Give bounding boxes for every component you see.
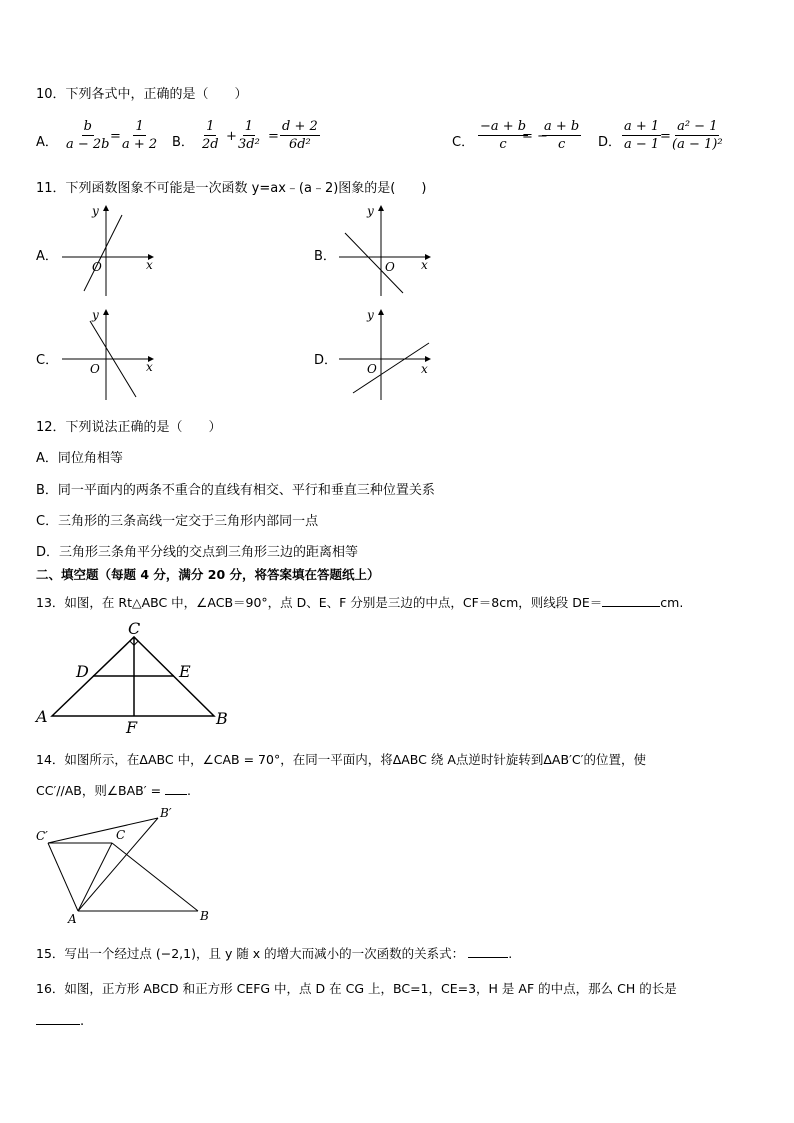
- x-label: x: [421, 258, 428, 272]
- origin-label: O: [92, 260, 102, 274]
- label-e: E: [179, 662, 191, 681]
- label-b-prime: B′: [160, 806, 172, 820]
- q16-answer-line: [36, 1012, 84, 1029]
- denominator: c: [557, 137, 566, 152]
- y-arrow-icon: [103, 309, 109, 315]
- segment-c1b1: [48, 818, 158, 843]
- y-arrow-icon: [378, 205, 384, 211]
- denominator: a − 2b: [66, 137, 110, 152]
- q11-graph-c: [56, 307, 156, 402]
- denominator: a − 1: [624, 137, 660, 152]
- q14-figure: [30, 806, 220, 926]
- fraction: [280, 118, 320, 153]
- q12-option-b: B．同一平面内的两条不重合的直线有相交、平行和垂直三种位置关系: [36, 483, 435, 498]
- segment-ac1: [48, 843, 78, 911]
- y-label: y: [367, 204, 374, 218]
- function-line: [84, 215, 122, 291]
- numerator: 1: [244, 119, 254, 134]
- q12-option-c: C．三角形的三条高线一定交于三角形内部同一点: [36, 514, 319, 529]
- q14-stem: CC′//AB，则∠BAB′ =: [36, 783, 162, 798]
- q12-option-d: D．三角形三条角平分线的交点到三角形三边的距离相等: [36, 545, 359, 560]
- option-label: B．: [172, 135, 194, 150]
- q14-end: .: [187, 783, 192, 798]
- numerator: b: [83, 119, 92, 134]
- option-label: C．: [452, 135, 475, 150]
- denominator: c: [499, 137, 507, 152]
- denominator: 2d: [202, 137, 219, 152]
- origin-label: O: [385, 260, 395, 274]
- fraction: [478, 118, 528, 153]
- label-b: B: [216, 709, 228, 728]
- fraction: [236, 118, 262, 153]
- answer-blank[interactable]: [165, 782, 187, 795]
- y-label: y: [92, 308, 99, 322]
- denominator: (a − 1)²: [672, 137, 723, 152]
- label-d: D: [76, 662, 89, 681]
- q15-text: [36, 944, 512, 962]
- plus-sign: +: [226, 129, 237, 144]
- label-f: F: [126, 718, 138, 737]
- q13-unit: cm.: [660, 595, 684, 610]
- denominator: a + 2: [122, 137, 158, 152]
- label-c-prime: C′: [36, 829, 48, 843]
- fraction: [670, 118, 725, 153]
- q11-stem: 11．下列函数图象不可能是一次函数 y=ax﹣(a﹣2)图象的是( ): [36, 181, 427, 196]
- q11-option-d-label: D．: [314, 353, 338, 368]
- origin-label: O: [90, 362, 100, 376]
- equals-sign: =: [660, 129, 671, 144]
- x-label: x: [421, 362, 428, 376]
- q11-graph-a: [56, 203, 156, 298]
- y-arrow-icon: [378, 309, 384, 315]
- y-label: y: [367, 308, 374, 322]
- equals-sign: = −: [522, 129, 548, 144]
- x-label: x: [146, 258, 153, 272]
- answer-blank[interactable]: [602, 594, 660, 607]
- answer-blank[interactable]: [36, 1012, 80, 1025]
- answer-blank[interactable]: [468, 945, 508, 958]
- y-arrow-icon: [103, 205, 109, 211]
- denominator: 6d²: [288, 137, 311, 152]
- fraction: [542, 118, 581, 153]
- x-label: x: [146, 360, 153, 374]
- numerator: a² − 1: [677, 119, 718, 134]
- label-a: A: [36, 707, 48, 726]
- equals-sign: =: [268, 129, 279, 144]
- equals-sign: =: [110, 129, 121, 144]
- q11-option-a-label: A．: [36, 249, 58, 264]
- q11-option-c-label: C．: [36, 353, 59, 368]
- q13-text: [36, 593, 683, 611]
- denominator: 3d²: [238, 137, 260, 152]
- q16-end: .: [80, 1014, 85, 1029]
- numerator: a + b: [544, 119, 580, 134]
- q12-option-a: A．同位角相等: [36, 451, 123, 466]
- numerator: −a + b: [480, 119, 527, 134]
- numerator: 1: [135, 119, 144, 134]
- y-label: y: [92, 204, 99, 218]
- label-b: B: [200, 909, 209, 923]
- label-a: A: [68, 912, 77, 926]
- q14-line1: 14．如图所示，在ΔABC 中，∠CAB = 70°，在同一平面内，将ΔABC 绕 A点逆时针旋转到ΔAB′C′的位置，使: [36, 752, 646, 767]
- numerator: 1: [206, 119, 215, 134]
- fraction: [120, 118, 159, 153]
- q13-figure: [36, 619, 236, 737]
- section-heading: 二、填空题（每题 4 分，满分 20 分，将答案填在答题纸上）: [36, 567, 380, 582]
- q16-text: 16．如图，正方形 ABCD 和正方形 CEFG 中，点 D 在 CG 上，BC=1，CE=3，H 是 AF 的中点，那么 CH 的长是: [36, 981, 677, 996]
- q10-stem: 10．下列各式中，正确的是（ ）: [36, 87, 248, 102]
- numerator: d + 2: [282, 119, 318, 134]
- fraction: [64, 118, 112, 153]
- option-label: D．: [598, 135, 622, 150]
- q12-stem: 12．下列说法正确的是（ ）: [36, 420, 222, 435]
- function-line: [353, 343, 429, 393]
- q15-end: .: [508, 946, 513, 961]
- label-c: C: [116, 828, 126, 842]
- q13-stem: 13．如图，在 Rt△ABC 中，∠ACB＝90°，点 D、E、F 分别是三边的中点，CF＝8cm，则线段 DE＝: [36, 595, 603, 610]
- option-label: A．: [36, 135, 58, 150]
- fraction: [200, 118, 221, 153]
- q11-option-b-label: B．: [314, 249, 336, 264]
- q11-graph-d: [333, 307, 433, 402]
- q14-line2: [36, 781, 191, 799]
- q11-graph-b: [333, 203, 433, 298]
- q15-stem: 15．写出一个经过点 (−2,1)，且 y 随 x 的增大而减小的一次函数的关系式：: [36, 946, 465, 961]
- fraction: [622, 118, 661, 153]
- label-c: C: [128, 619, 141, 638]
- numerator: a + 1: [624, 119, 660, 134]
- origin-label: O: [367, 362, 377, 376]
- segment-cb: [112, 843, 198, 911]
